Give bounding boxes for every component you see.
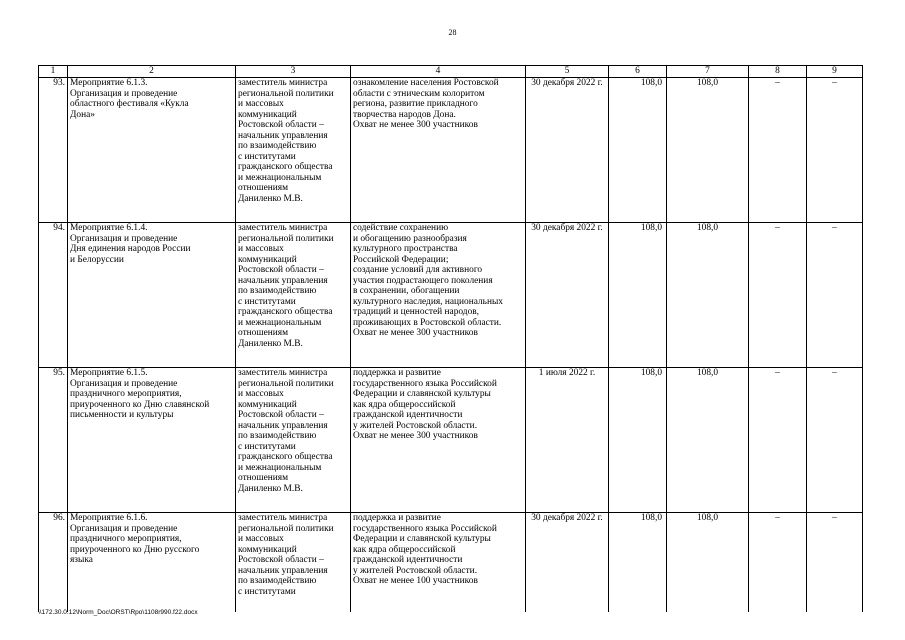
table-row	[39, 368, 863, 513]
amount-cell: 108,0	[609, 513, 667, 613]
row-number: 95.	[39, 368, 68, 513]
event-cell: Мероприятие 6.1.5. Организация и проведение праздничного мероприятия, приуроченного ко Дню славянской письменности и культуры	[68, 368, 236, 513]
column-header: 1	[39, 66, 68, 78]
result-cell: поддержка и развитие государственного языка Российской Федерации и славянской культуры как ядра общероссийской гражданской идентичности у жителей Ростовской области. Охват не менее 100 участников	[351, 513, 526, 613]
column-header: 8	[749, 66, 807, 78]
column-header-row	[39, 66, 863, 78]
dash-cell: –	[749, 368, 807, 513]
date-cell: 30 декабря 2022 г.	[526, 513, 609, 613]
events-table	[38, 65, 863, 612]
result-cell: поддержка и развитие государственного языка Российской Федерации и славянской культуры как ядра общероссийской гражданской идентичности у жителей Ростовской области. Охват не менее 300 участников	[351, 368, 526, 513]
column-header: 4	[351, 66, 526, 78]
row-number: 96.	[39, 513, 68, 613]
row-number: 93.	[39, 78, 68, 223]
amount-cell: 108,0	[609, 368, 667, 513]
amount-cell: 108,0	[609, 223, 667, 368]
dash-cell: –	[807, 223, 863, 368]
amount-cell: 108,0	[667, 78, 749, 223]
dash-cell: –	[749, 223, 807, 368]
page-number: 28	[448, 28, 457, 37]
column-header: 6	[609, 66, 667, 78]
dash-cell: –	[807, 513, 863, 613]
event-cell: Мероприятие 6.1.4. Организация и проведение Дня единения народов России и Белоруссии	[68, 223, 236, 368]
table-row	[39, 78, 863, 223]
event-cell: Мероприятие 6.1.6. Организация и проведение праздничного мероприятия, приуроченного ко Дню русского языка	[68, 513, 236, 613]
date-cell: 1 июля 2022 г.	[526, 368, 609, 513]
date-cell: 30 декабря 2022 г.	[526, 223, 609, 368]
column-header: 2	[68, 66, 236, 78]
amount-cell: 108,0	[667, 368, 749, 513]
column-header: 3	[236, 66, 351, 78]
responsible-cell: заместитель министра региональной политики и массовых коммуникаций Ростовской области – начальник управления по взаимодействию с институтами гражданского общества и межнациональным отношениям Даниленко М.В.	[236, 223, 351, 368]
dash-cell: –	[807, 368, 863, 513]
column-header: 7	[667, 66, 749, 78]
event-cell: Мероприятие 6.1.3. Организация и проведение областного фестиваля «Кукла Дона»	[68, 78, 236, 223]
amount-cell: 108,0	[667, 223, 749, 368]
responsible-cell: заместитель министра региональной политики и массовых коммуникаций Ростовской области – начальник управления по взаимодействию с институтами	[236, 513, 351, 613]
responsible-cell: заместитель министра региональной политики и массовых коммуникаций Ростовской области – начальник управления по взаимодействию с институтами гражданского общества и межнациональным отношениям Даниленко М.В.	[236, 78, 351, 223]
amount-cell: 108,0	[667, 513, 749, 613]
column-header: 5	[526, 66, 609, 78]
result-cell: содействие сохранению и обогащению разнообразия культурного пространства Российской Федерации; создание условий для активного участия подрастающего поколения в сохранении, обогащении культурного наследия, национальных традиций и ценностей народов, проживающих в Ростовской области. Охват не менее 300 участников	[351, 223, 526, 368]
dash-cell: –	[749, 78, 807, 223]
dash-cell: –	[749, 513, 807, 613]
column-header: 9	[807, 66, 863, 78]
result-cell: ознакомление населения Ростовской области с этническим колоритом региона, развитие прикладного творчества народов Дона. Охват не менее 300 участников	[351, 78, 526, 223]
file-path-footer: \\172.30.0.12\Norm_Doc\ORST\Rpo\1108r990.f22.docx	[38, 609, 198, 616]
table-row	[39, 223, 863, 368]
date-cell: 30 декабря 2022 г.	[526, 78, 609, 223]
responsible-cell: заместитель министра региональной политики и массовых коммуникаций Ростовской области – начальник управления по взаимодействию с институтами гражданского общества и межнациональным отношениям Даниленко М.В.	[236, 368, 351, 513]
table-row	[39, 513, 863, 613]
row-number: 94.	[39, 223, 68, 368]
dash-cell: –	[807, 78, 863, 223]
amount-cell: 108,0	[609, 78, 667, 223]
